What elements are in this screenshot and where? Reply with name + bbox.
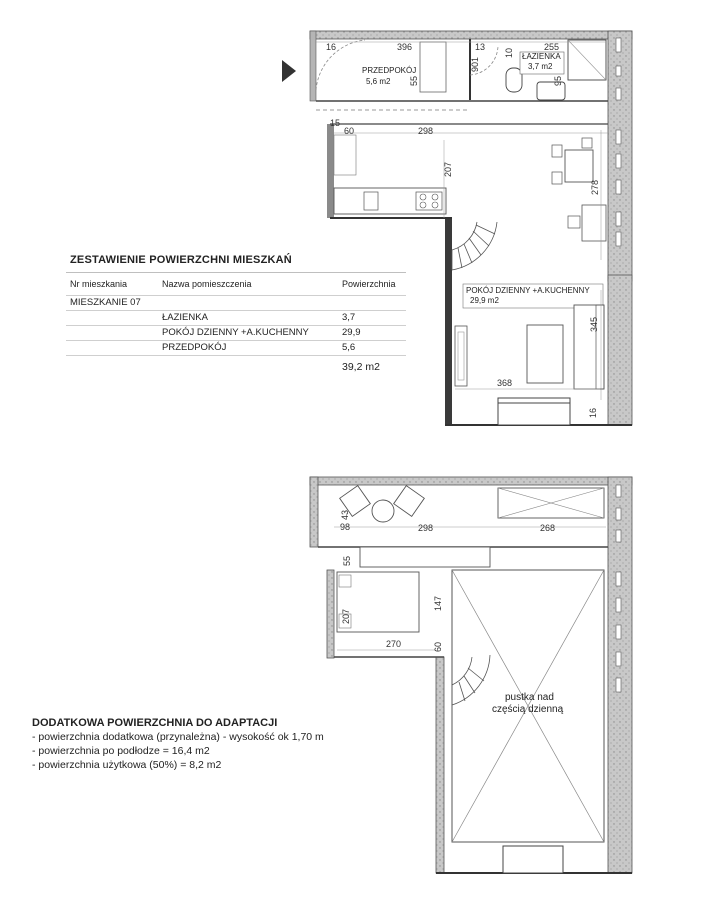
notes-line: - powierzchnia użytkowa (50%) = 8,2 m2 [32,759,222,771]
wall-right-lower [608,275,632,425]
living-name-label: POKÓJ DZIENNY +A.KUCHENNY [466,286,590,295]
hall-area-label: 5,6 m2 [366,77,391,86]
coffee-table [527,325,563,383]
balcony-door [498,398,570,425]
dim-label: 16 [326,42,337,52]
round-table [372,500,394,522]
fridge-icon [334,135,356,175]
wall-left-living [445,218,452,425]
dim-label: 298 [418,126,434,136]
dim-label: 15 [330,118,341,128]
sink-icon [364,192,378,210]
wall-left-hall [310,31,316,101]
wall-top-mezz [310,477,632,485]
notes-line: - powierzchnia dodatkowa (przynależna) - wysokość ok 1,70 m [32,731,324,743]
dining-table [565,150,593,182]
void-label-line-2: częścią dzienną [492,704,564,715]
table-title: ZESTAWIENIE POWIERZCHNI MIESZKAŃ [70,254,292,266]
room-name: POKÓJ DZIENNY +A.KUCHENNY [162,327,309,338]
room-name: PRZEDPOKÓJ [162,342,227,353]
dim-label: 268 [540,523,556,533]
notes-line: - powierzchnia po podłodze = 16,4 m2 [32,745,210,757]
additional-area-notes [32,716,324,772]
wall-top [310,31,632,39]
mezz-partition [360,547,490,567]
dim-label: 901 [470,56,480,72]
tv-cabinet [455,326,467,386]
room-area: 5,6 [342,342,356,353]
armchair [394,486,425,517]
pillow [339,575,351,587]
table-header-row [66,272,406,295]
wall-left-mezz-void [436,657,444,873]
notes-heading: DODATKOWA POWIERZCHNIA DO ADAPTACJI [32,717,278,729]
header-room: Nazwa pomieszczenia [162,279,252,289]
wall-left-mezz-room [327,570,334,658]
table-total-row [66,355,406,378]
total-area: 39,2 m2 [342,361,380,373]
chair [582,138,592,148]
mezz-door [503,846,563,873]
dim-label: 270 [386,639,402,649]
dim-label: 255 [544,42,560,52]
hob-icon [416,192,442,210]
bath-name-label: ŁAZIENKA [522,52,561,61]
dim-label: 98 [340,522,351,532]
chair [552,172,562,184]
dim-label: 60 [433,641,443,652]
dim-label: 396 [397,42,413,52]
apartment-number: MIESZKANIE 07 [70,297,141,308]
room-area: 29,9 [342,327,361,338]
wall-left-kitchen [327,124,334,218]
living-area-label: 29,9 m2 [470,296,499,305]
dim-label: 207 [341,608,351,624]
header-number: Nr mieszkania [70,279,128,289]
room-name: ŁAZIENKA [162,312,208,323]
dim-label: 60 [344,126,355,136]
dim-label: 345 [589,316,599,332]
toilet-icon [506,68,522,92]
window-marks-right [616,38,621,246]
table-row [66,325,406,340]
dim-label: 207 [443,161,453,177]
dim-label: 16 [588,407,598,418]
spiral-stairs [452,222,497,270]
area-summary-table [66,248,406,378]
dim-label: 10 [504,47,514,58]
dim-label: 95 [553,75,563,86]
dim-label: 278 [590,179,600,195]
dim-label: 55 [409,75,419,86]
header-area: Powierzchnia [342,279,396,289]
wall-left-mezz-top [310,477,318,547]
hall-door-swing [316,40,365,90]
table-row-apartment [66,295,406,310]
hall-name-label: PRZEDPOKÓJ [362,66,417,75]
dim-label: 147 [433,595,443,611]
wardrobe [420,42,446,92]
desk-chair [568,216,580,228]
entrance-arrow-icon [282,60,296,82]
room-area: 3,7 [342,312,356,323]
void-label-line-1: pustka nad [505,692,554,703]
chair [552,145,562,157]
table-row [66,340,406,355]
desk [582,205,606,241]
dim-label: 298 [418,523,434,533]
table-row [66,310,406,325]
dim-label: 55 [342,555,352,566]
bath-area-label: 3,7 m2 [528,62,553,71]
dim-label: 13 [475,42,486,52]
dim-label: 43 [340,509,350,520]
dim-label: 368 [497,378,513,388]
mezzanine-plan [310,477,632,873]
